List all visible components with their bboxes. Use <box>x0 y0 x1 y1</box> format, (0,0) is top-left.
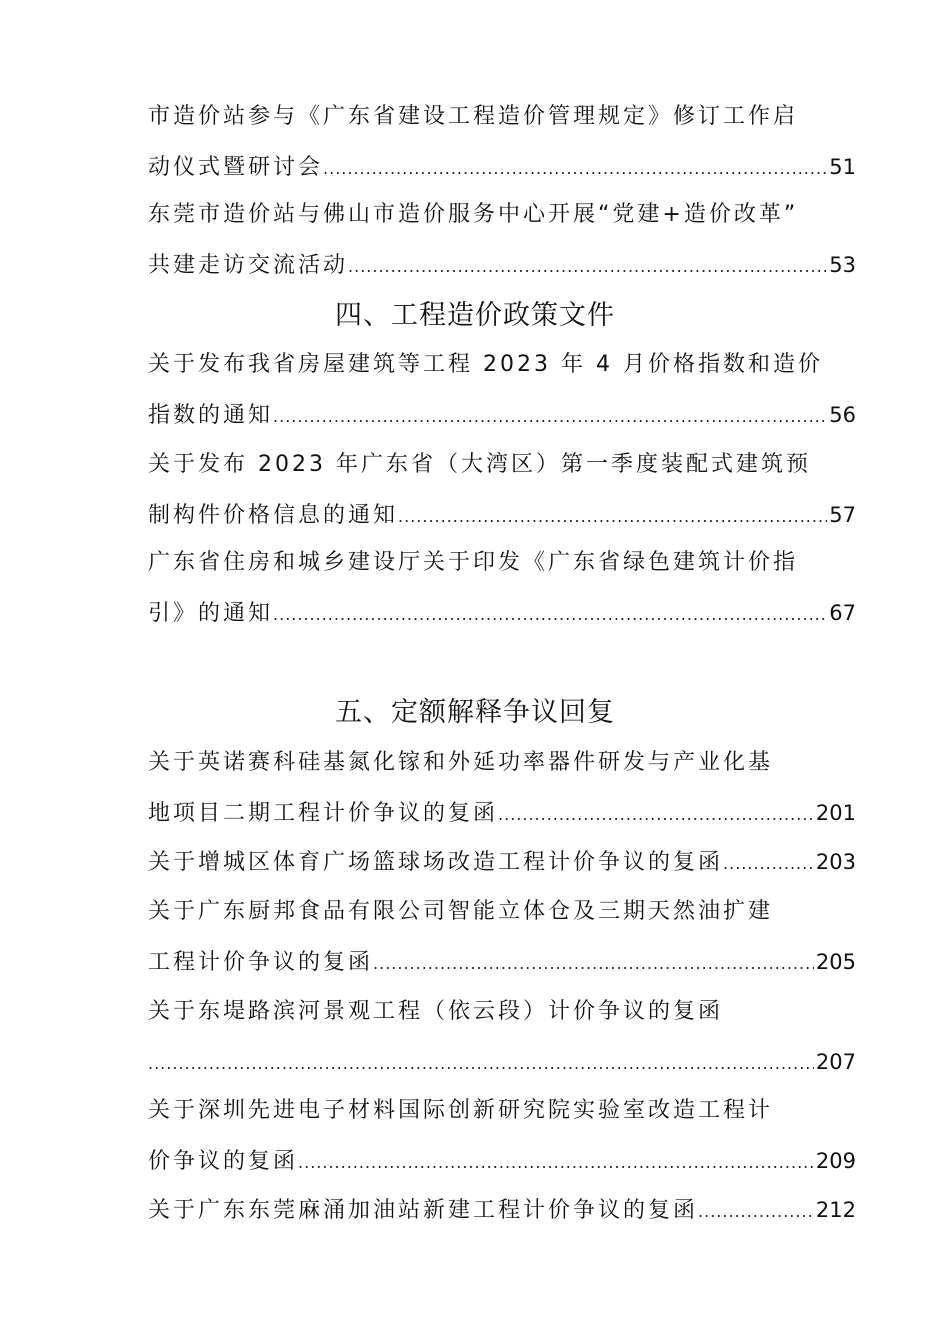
dot-leader <box>498 790 814 838</box>
toc-entry-text: 工程计价争议的复函 <box>148 950 374 975</box>
dot-leader <box>723 839 814 887</box>
dot-leader <box>698 1187 814 1235</box>
toc-entry[interactable] <box>148 538 856 638</box>
page-number: 201 <box>815 801 856 825</box>
toc-entry[interactable] <box>148 1185 856 1235</box>
toc-entry[interactable] <box>148 987 856 1087</box>
page-number: 56 <box>829 403 856 427</box>
page-number: 57 <box>829 503 856 527</box>
dot-leader <box>323 144 827 192</box>
dot-leader <box>273 392 827 440</box>
page-number: 67 <box>829 601 856 625</box>
section-heading: 五、定额解释争议回复 <box>335 697 615 728</box>
dot-leader <box>398 492 827 540</box>
toc-entry-text: 引》的通知 <box>148 601 274 626</box>
toc-entry-text: 东莞市造价站与佛山市造价服务中心开展“党建+造价改革” <box>148 202 799 227</box>
page-number: 203 <box>815 850 856 874</box>
page-number: 209 <box>815 1149 856 1173</box>
toc-entry[interactable] <box>148 837 856 887</box>
toc-entry-text: 关于广东东莞麻涌加油站新建工程计价争议的复函 <box>148 1198 699 1223</box>
toc-entry-text: 关于发布我省房屋建筑等工程 2023 年 4 月价格指数和造价 <box>148 352 823 377</box>
page-number: 53 <box>829 253 856 277</box>
toc-entry-text: 动仪式暨研讨会 <box>148 155 324 180</box>
toc-entry-text: 关于深圳先进电子材料国际创新研究院实验室改造工程计 <box>148 1098 774 1123</box>
toc-entry-text: 关于英诺赛科硅基氮化镓和外延功率器件研发与产业化基 <box>148 750 774 775</box>
toc-entry-text: 广东省住房和城乡建设厅关于印发《广东省绿色建筑计价指 <box>148 550 799 575</box>
toc-entry[interactable] <box>148 340 856 440</box>
toc-entry-text: 地项目二期工程计价争议的复函 <box>148 801 499 826</box>
toc-entry-text: 制构件价格信息的通知 <box>148 503 399 528</box>
toc-entry[interactable] <box>148 440 856 540</box>
toc-entry[interactable] <box>148 92 856 192</box>
toc-entry-text: 关于广东厨邦食品有限公司智能立体仓及三期天然油扩建 <box>148 899 774 924</box>
page-number: 207 <box>815 1050 856 1074</box>
toc-entry-text: 关于东堤路滨河景观工程（依云段）计价争议的复函 <box>148 999 724 1024</box>
toc-entry-text: 共建走访交流活动 <box>148 253 349 278</box>
toc-entry[interactable] <box>148 1086 856 1186</box>
dot-leader <box>148 1039 814 1087</box>
page-number: 205 <box>815 950 856 974</box>
dot-leader <box>348 242 827 290</box>
page-number: 212 <box>815 1198 856 1222</box>
toc-entry[interactable] <box>148 190 856 290</box>
section-heading: 四、工程造价政策文件 <box>335 300 615 331</box>
toc-entry[interactable] <box>148 738 856 838</box>
toc-entry-text: 关于发布 2023 年广东省（大湾区）第一季度装配式建筑预 <box>148 452 811 477</box>
toc-entry-text: 市造价站参与《广东省建设工程造价管理规定》修订工作启 <box>148 104 799 129</box>
toc-entry[interactable] <box>148 887 856 987</box>
toc-entry-text: 价争议的复函 <box>148 1149 299 1174</box>
page-number: 51 <box>829 155 856 179</box>
toc-entry-text: 指数的通知 <box>148 403 274 428</box>
toc-entry-text: 关于增城区体育广场篮球场改造工程计价争议的复函 <box>148 850 724 875</box>
dot-leader <box>298 1138 814 1186</box>
dot-leader <box>273 590 827 638</box>
dot-leader <box>373 939 814 987</box>
